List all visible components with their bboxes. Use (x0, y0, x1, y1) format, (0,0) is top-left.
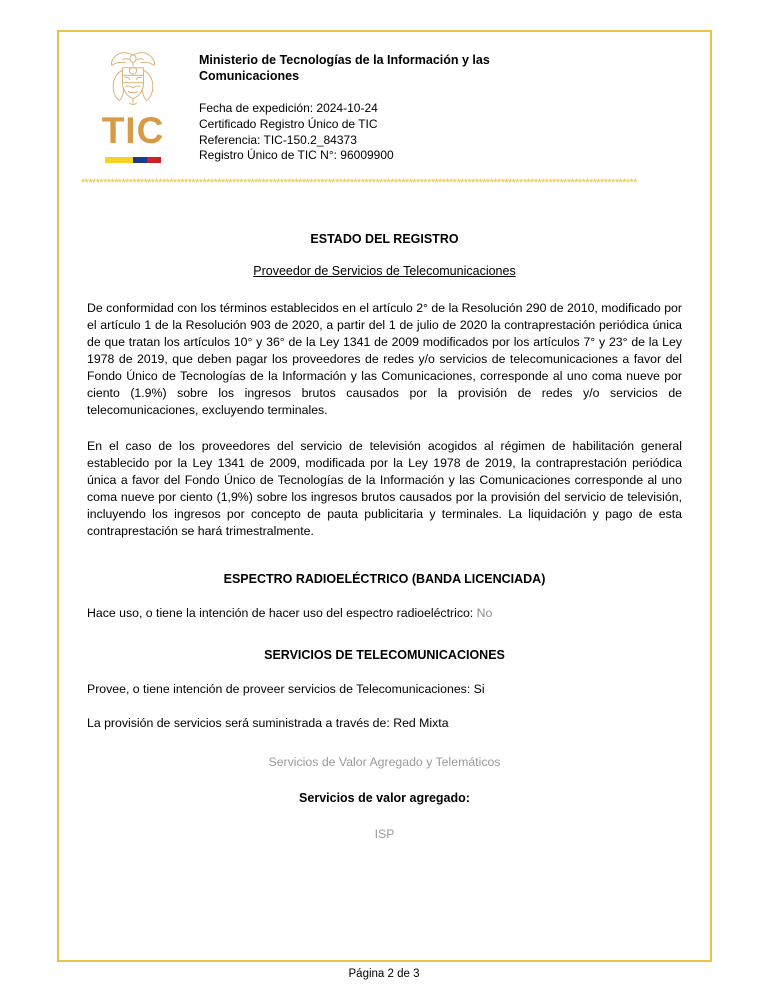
provision-red-value: Red Mixta (393, 715, 449, 730)
provision-red-row (87, 716, 682, 730)
espectro-uso-label: Hace uso, o tiene la intención de hacer uso del espectro radioeléctrico: (87, 605, 474, 620)
espectro-uso-row (87, 606, 682, 620)
document-body (59, 232, 710, 841)
issue-date-line: Fecha de expedición: 2024-10-24 (199, 101, 378, 115)
tic-wordmark-label: TIC (101, 110, 165, 151)
page-footer (0, 968, 768, 980)
proveedor-subtitle-text: Proveedor de Servicios de Telecomunicaciones (253, 264, 516, 279)
colombia-coat-of-arms-icon (102, 48, 164, 110)
espectro-uso-value: No (476, 605, 493, 620)
paragraph-contraprestacion-television: En el caso de los proveedores del servicio de televisión acogidos al régimen de habilitación general establecido por la Ley 1341 de 2009, modificada por la Ley 1978 de 2019, la contraprestación periódica única a favor del Fondo Único de Tecnologías de la Información y las Comunicaciones corresponde al uno coma nueve por ciento (1,9%) sobre los ingresos brutos causados por la provisión del servicio de televisión, incluyendo los ingresos por concepto de pauta publicitaria y terminales. La liquidación y pago de esta contraprestación se hará trimestralmente. (87, 439, 682, 538)
certificate-name-line: Certificado Registro Único de TIC (199, 116, 378, 131)
tic-logo (85, 44, 181, 163)
servicios-valor-agregado-heading: Servicios de valor agregado: (299, 790, 470, 805)
organization-title: Ministerio de Tecnologías de la Información y las Comunicaciones (199, 53, 490, 83)
flag-stripe-red (147, 157, 161, 163)
certificate-page-content (59, 32, 710, 960)
document-header (59, 32, 710, 164)
estado-registro-heading: ESTADO DEL REGISTRO (310, 232, 459, 247)
provee-servicios-value: Si (473, 681, 485, 696)
servicios-categoria-label: Servicios de Valor Agregado y Telemáticos (268, 754, 501, 769)
certificate-page-frame (57, 30, 712, 962)
proveedor-subtitle (87, 264, 682, 278)
colombia-flag-bar-icon (105, 157, 161, 163)
servicios-valor-agregado-value: ISP (374, 826, 395, 841)
reference-line: Referencia: TIC-150.2_84373 (199, 132, 357, 147)
flag-stripe-yellow (105, 157, 133, 163)
registry-number-line: Registro Único de TIC N°: 96009900 (199, 148, 394, 163)
page-number-label: Página 2 de 3 (348, 968, 420, 980)
servicios-telecomunicaciones-heading: SERVICIOS DE TELECOMUNICACIONES (264, 647, 505, 662)
provision-red-label: La provisión de servicios será suministrada a través de: (87, 715, 390, 730)
espectro-radioelectrico-heading: ESPECTRO RADIOELÉCTRICO (BANDA LICENCIADA) (223, 571, 546, 586)
asterisk-divider: ******************************************************************************************************************************************************* (81, 178, 637, 190)
flag-stripe-blue (133, 157, 147, 163)
header-text-block (181, 44, 684, 164)
paragraph-contraprestacion-telecom: De conformidad con los términos establecidos en el artículo 2° de la Resolución 290 de 2010, modificado por el artículo 1 de la Resolución 903 de 2020, a partir del 1 de julio de 2020 la contraprestación periódica única de que tratan los artículos 10° y 36° de la Ley 1341 de 2009 modificados por los artículos 7° y 23° de la Ley 1978 de 2019, que deben pagar los proveedores de redes y/o servicios de telecomunicaciones a favor del Fondo Único de Tecnologías de la Información y las Comunicaciones, corresponde al uno coma nueve por ciento (1.9%) sobre los ingresos brutos causados por la provisión de redes y/o servicios de telecomunicaciones, excluyendo terminales. (87, 301, 682, 418)
provee-servicios-label: Provee, o tiene intención de proveer servicios de Telecomunicaciones: (87, 681, 471, 696)
provee-servicios-row (87, 682, 682, 696)
